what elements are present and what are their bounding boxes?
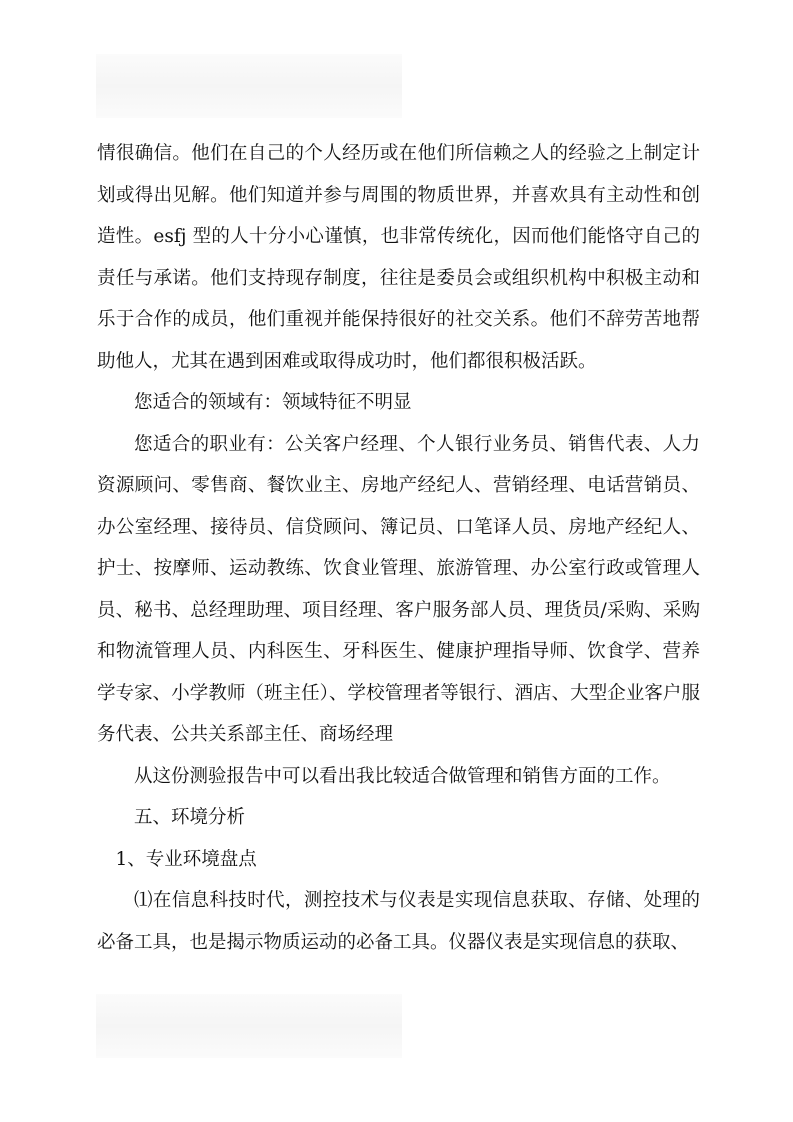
paragraph-suitable-careers: 您适合的职业有：公关客户经理、个人银行业务员、销售代表、人力资源顾问、零售商、餐饮业主、房地产经纪人、营销经理、电话营销员、办公室经理、接待员、信贷顾问、簿记员、口笔译人员、房地产经纪人、护士、按摩师、运动教练、饮食业管理、旅游管理、办公室行政或管理人员、秘书、总经理助理、项目经理、客户服务部人员、理货员/采购、采购和物流管理人员、内科医生、牙科医生、健康护理指导师、饮食学、营养学专家、小学教师（班主任）、学校管理者等银行、酒店、大型企业客户服务代表、公共关系部主任、商场经理	[97, 433, 700, 745]
subsection-heading-professional-environment: 1、专业环境盘点	[115, 848, 257, 870]
paragraph-conclusion: 从这份测验报告中可以看出我比较适合做管理和销售方面的工作。	[134, 765, 671, 787]
page-header-band	[96, 54, 402, 118]
document-body	[97, 133, 700, 963]
paragraph-esfj-description: 情很确信。他们在自己的个人经历或在他们所信赖之人的经验之上制定计划或得出见解。他们知道并参与周围的物质世界，并喜欢具有主动性和创造性。esfj 型的人十分小心谨慎，也非常传统化，因而他们能恪守自己的责任与承诺。他们支持现存制度，往往是委员会或组织机构中积极主动和乐于合作的成员，他们重视并能保持很好的社交关系。他们不辞劳苦地帮助他人，尤其在遇到困难或取得成功时，他们都很积极活跃。	[97, 143, 700, 372]
paragraph-measurement-technology: ⑴在信息科技时代，测控技术与仪表是实现信息获取、存储、处理的必备工具，也是揭示物质运动的必备工具。仪器仪表是实现信息的获取、	[97, 890, 700, 953]
page-footer-band	[96, 994, 402, 1058]
paragraph-suitable-fields: 您适合的领域有：领域特征不明显	[134, 392, 412, 413]
section-heading-environment-analysis: 五、环境分析	[134, 807, 246, 828]
